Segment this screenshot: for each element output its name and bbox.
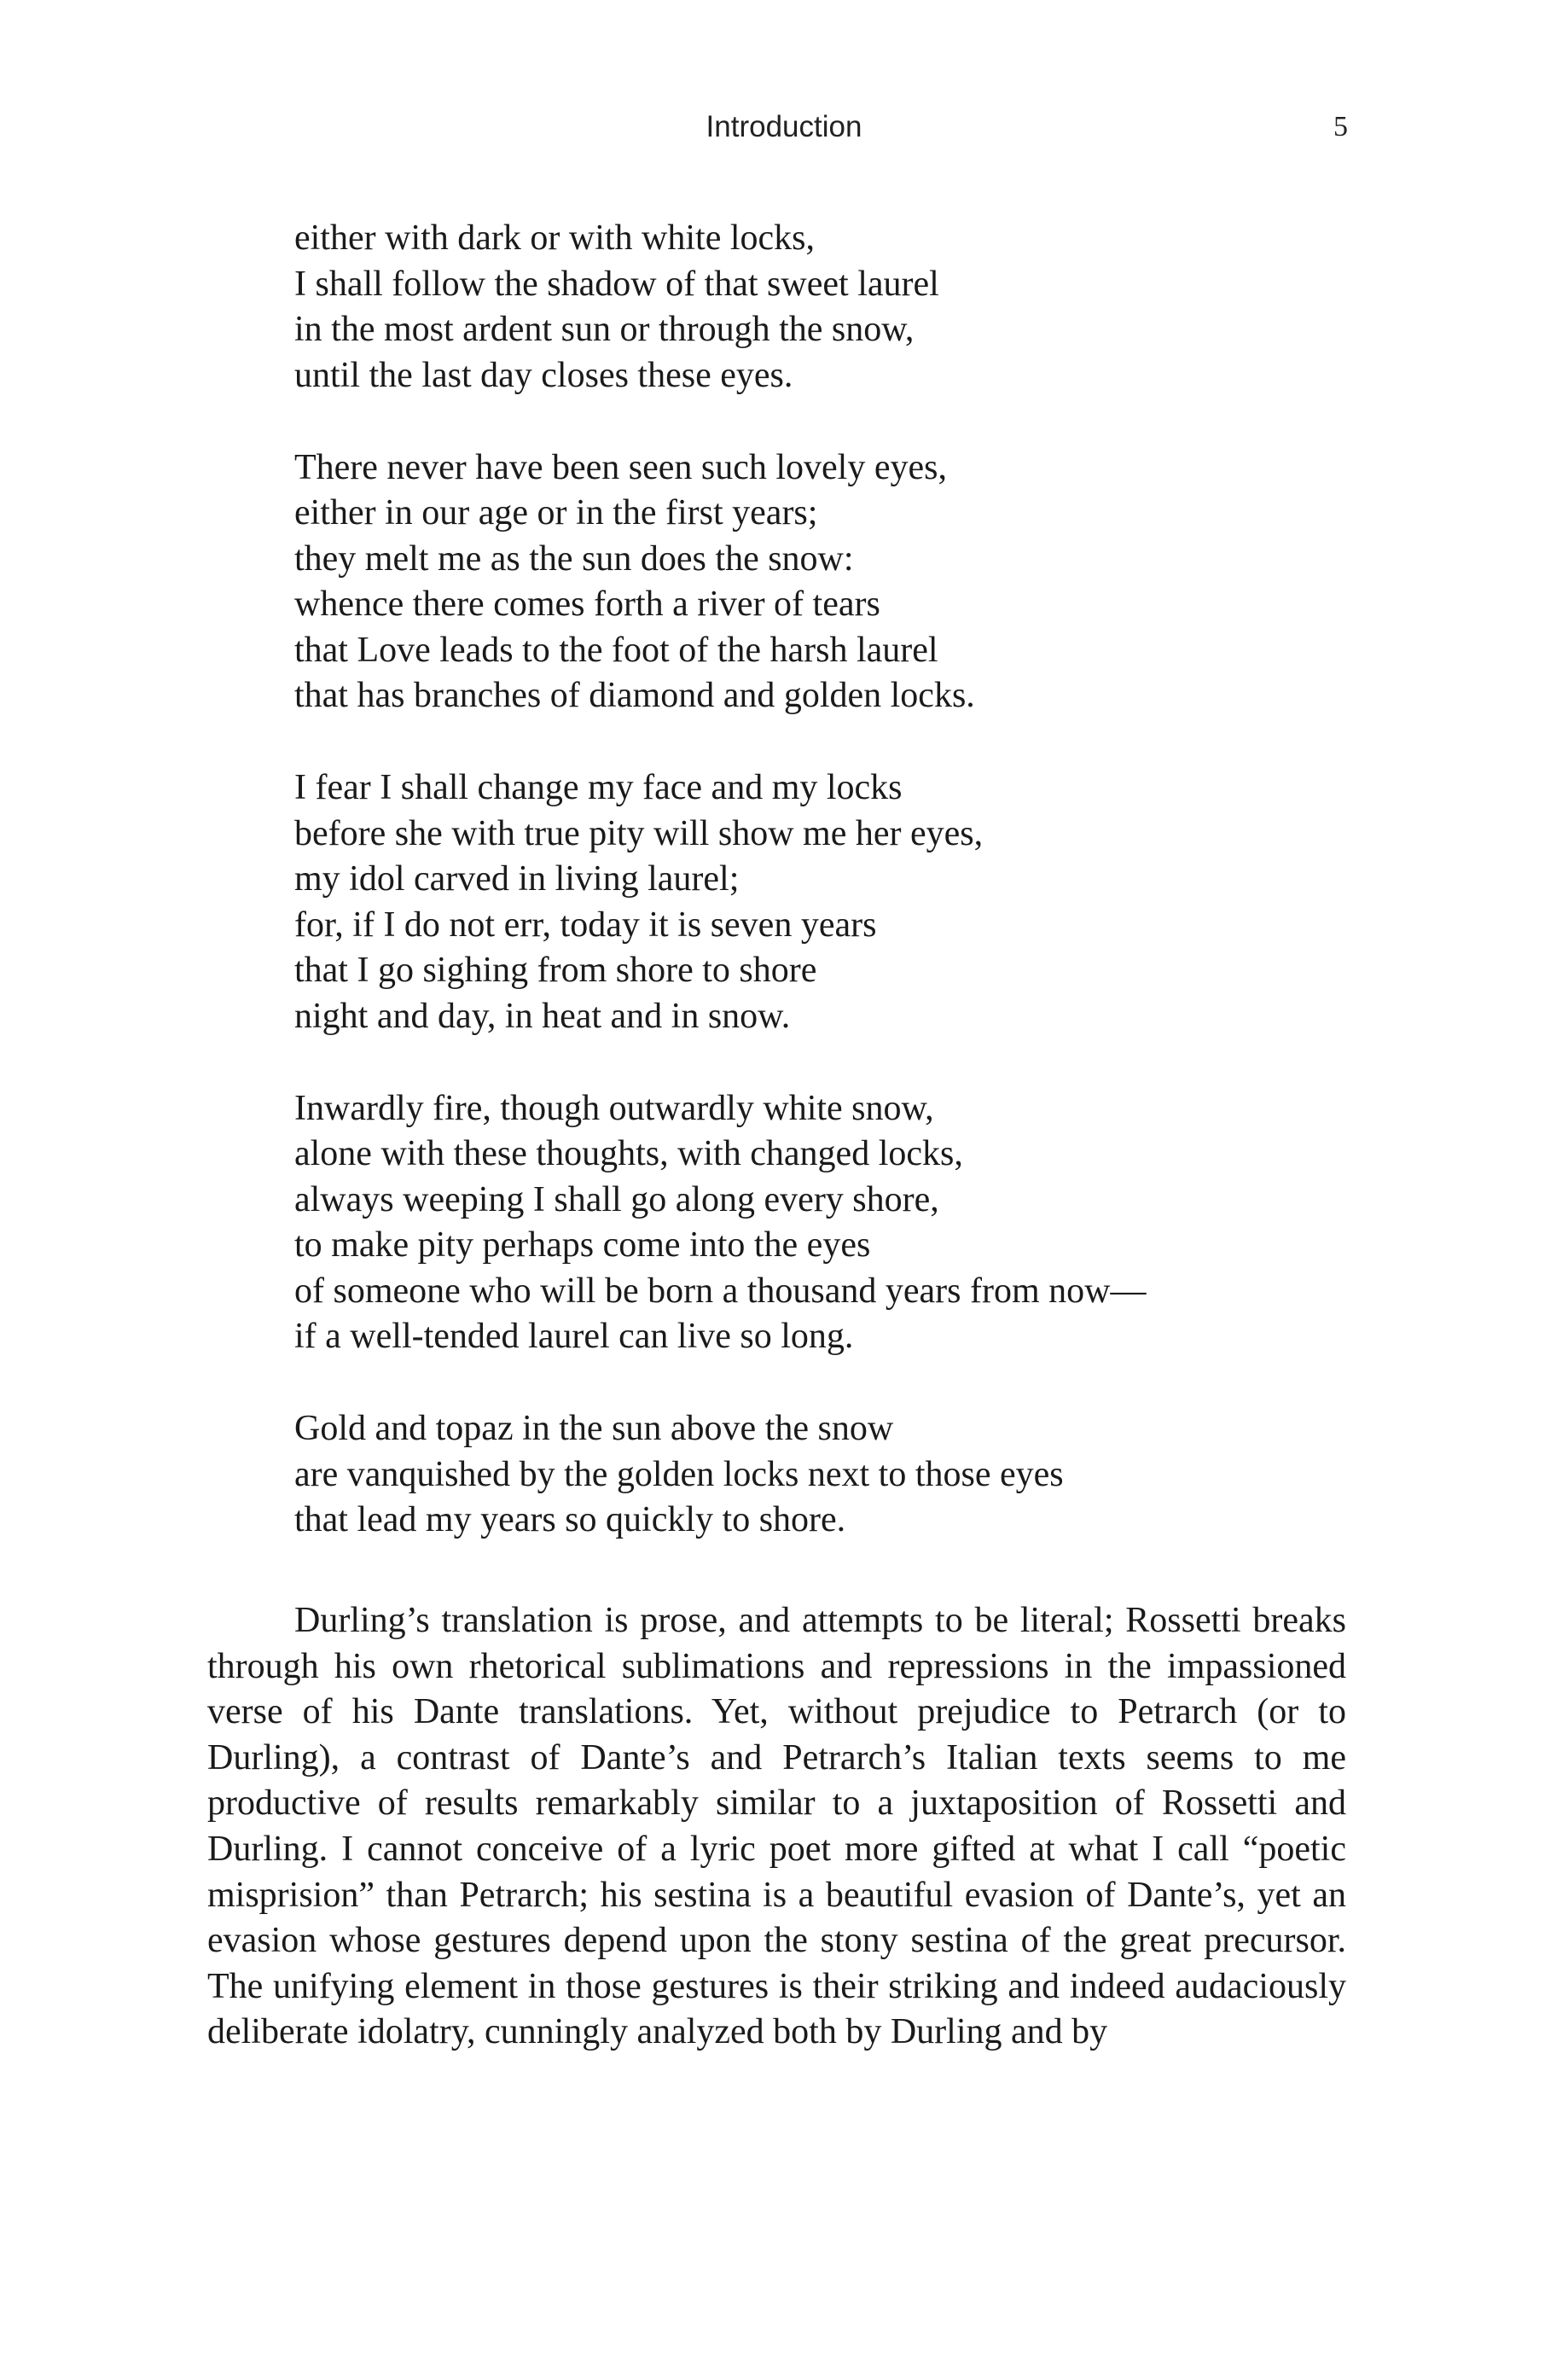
verse-line: that has branches of diamond and golden locks.	[294, 676, 975, 715]
running-title: Introduction	[706, 110, 862, 143]
verse-line: I shall follow the shadow of that sweet laurel	[294, 264, 939, 304]
stanza	[294, 1086, 1403, 1360]
stanza	[294, 765, 1403, 1039]
verse-line: night and day, in heat and in snow.	[294, 996, 791, 1036]
stanza	[294, 1406, 1403, 1544]
verse-line: There never have been seen such lovely eyes,	[294, 447, 947, 487]
body-paragraph: Durling’s translation is prose, and attempts to be literal; Rossetti breaks through his own rhetorical sublimations and repressions in the impassioned verse of his Dante translations. Yet, without prejudice to Petrarch (or to Durling), a contrast of Dante’s and Petrarch’s Italian texts seems to me productive of results remarkably similar to a juxtaposition of Rossetti and Durling. I cannot conceive of a lyric poet more gifted at what I call “poetic misprision” than Petrarch; his sestina is a beautiful evasion of Dante’s, yet an evasion whose gestures depend upon the stony sestina of the great precursor. The unifying element in those gestures is their striking and indeed audaciously deliberate idolatry, cunningly analyzed both by Durling and by	[207, 1601, 1346, 2052]
verse-line: either with dark or with white locks,	[294, 218, 816, 258]
verse-line: I fear I shall change my face and my locks	[294, 768, 903, 807]
verse-line: before she with true pity will show me her eyes,	[294, 813, 984, 853]
verse-line: alone with these thoughts, with changed locks,	[294, 1134, 963, 1173]
verse-line: that Love leads to the foot of the harsh laurel	[294, 630, 938, 670]
verse-line: either in our age or in the first years;	[294, 493, 818, 532]
verse-line: my idol carved in living laurel;	[294, 859, 740, 899]
verse-line: that I go sighing from shore to shore	[294, 951, 817, 990]
verse-line: for, if I do not err, today it is seven years	[294, 905, 877, 945]
verse-line: always weeping I shall go along every shore,	[294, 1179, 939, 1219]
poem-excerpt	[294, 216, 1403, 1590]
running-head	[0, 106, 1568, 148]
verse-line: whence there comes forth a river of tears	[294, 585, 880, 624]
verse-line: if a well-tended laurel can live so long.	[294, 1317, 854, 1356]
verse-line: in the most ardent sun or through the snow,	[294, 310, 915, 349]
verse-line: Gold and topaz in the sun above the snow	[294, 1409, 894, 1448]
page-number: 5	[1333, 111, 1348, 143]
stanza	[294, 445, 1403, 719]
verse-line: they melt me as the sun does the snow:	[294, 538, 854, 579]
verse-line: are vanquished by the golden locks next to those eyes	[294, 1454, 1064, 1494]
verse-line: to make pity perhaps come into the eyes	[294, 1225, 871, 1265]
verse-line: that lead my years so quickly to shore.	[294, 1500, 846, 1539]
stanza	[294, 216, 1403, 399]
verse-line: of someone who will be born a thousand years from now—	[294, 1271, 1147, 1311]
verse-line: until the last day closes these eyes.	[294, 355, 793, 395]
verse-line: Inwardly fire, though outwardly white snow,	[294, 1088, 934, 1128]
